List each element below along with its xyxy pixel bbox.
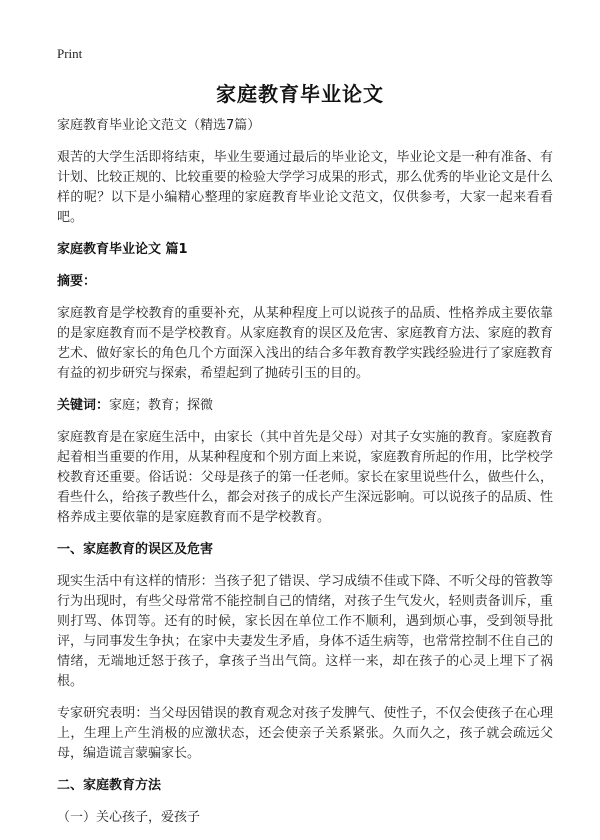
keywords-label: 关键词：: [57, 398, 110, 413]
print-link[interactable]: Print: [57, 46, 83, 61]
section-1-heading: 一、家庭教育的误区及危害: [57, 542, 214, 557]
section-2-subheading-1: （一）关心孩子，爱孩子: [57, 810, 201, 825]
abstract-paragraph: 家庭教育是学校教育的重要补充，从某种程度上可以说孩子的品质、性格养成主要依靠的是家庭教育而不是学校教育。从家庭教育的误区及危害、家庭教育方法、家庭的教育艺术、做好家长的角色几个方面深入浅出的结合多年教育教学实践经验进行了家庭教育有益的初步研究与探索，希望起到了抛砖引玉的目的。: [57, 306, 553, 381]
intro-paragraph: 艰苦的大学生活即将结束，毕业生要通过最后的毕业论文，毕业论文是一种有准备、有计划、比较正规的、比较重要的检验大学学习成果的形式，那么优秀的毕业论文是什么样的呢？以下是小编精心整理的家庭教育毕业论文范文，仅供参考，大家一起来看看吧。: [57, 150, 553, 225]
document-body: [57, 116, 553, 840]
keywords-text: 家庭；教育；探微: [109, 398, 214, 413]
section-2-heading: 二、家庭教育方法: [57, 778, 162, 793]
article-heading: 家庭教育毕业论文 篇1: [57, 242, 188, 257]
abstract-label: 摘要：: [57, 274, 97, 289]
section-1-paragraph-1: 现实生活中有这样的情形：当孩子犯了错误、学习成绩不佳或下降、不听父母的管教等行为出现时，有些父母常常不能控制自己的情绪，对孩子生气发火，轻则责备训斥，重则打骂、体罚等。还有的时候，家长因在单位工作不顺利，遇到烦心事，受到领导批评，与同事发生争执；在家中夫妻发生矛盾，身体不适生病等，也常常控制不住自己的情绪，无端地迁怒于孩子，拿孩子当出气筒。这样一来，却在孩子的心灵上埋下了祸根。: [57, 574, 553, 689]
document-subtitle: 家庭教育毕业论文范文（精选7篇）: [57, 118, 261, 133]
body-paragraph: 家庭教育是在家庭生活中，由家长（其中首先是父母）对其子女实施的教育。家庭教育起着相当重要的作用，从某种程度和个别方面上来说，家庭教育所起的作用，比学校学校教育还重要。俗话说：父母是孩子的第一任老师。家长在家里说些什么，做些什么，看些什么，给孩子教些什么，都会对孩子的成长产生深远影响。可以说孩子的品质、性格养成主要依靠的是家庭教育而不是学校教育。: [57, 430, 553, 525]
keywords-line: [57, 396, 553, 416]
section-1-paragraph-2: 专家研究表明：当父母因错误的教育观念对孩子发脾气、使性子，不仅会使孩子在心理上，生理上产生消极的应激状态，还会使亲子关系紧张。久而久之，孩子就会疏远父母，编造谎言蒙骗家长。: [57, 706, 553, 761]
page-title: 家庭教育毕业论文: [216, 82, 384, 106]
